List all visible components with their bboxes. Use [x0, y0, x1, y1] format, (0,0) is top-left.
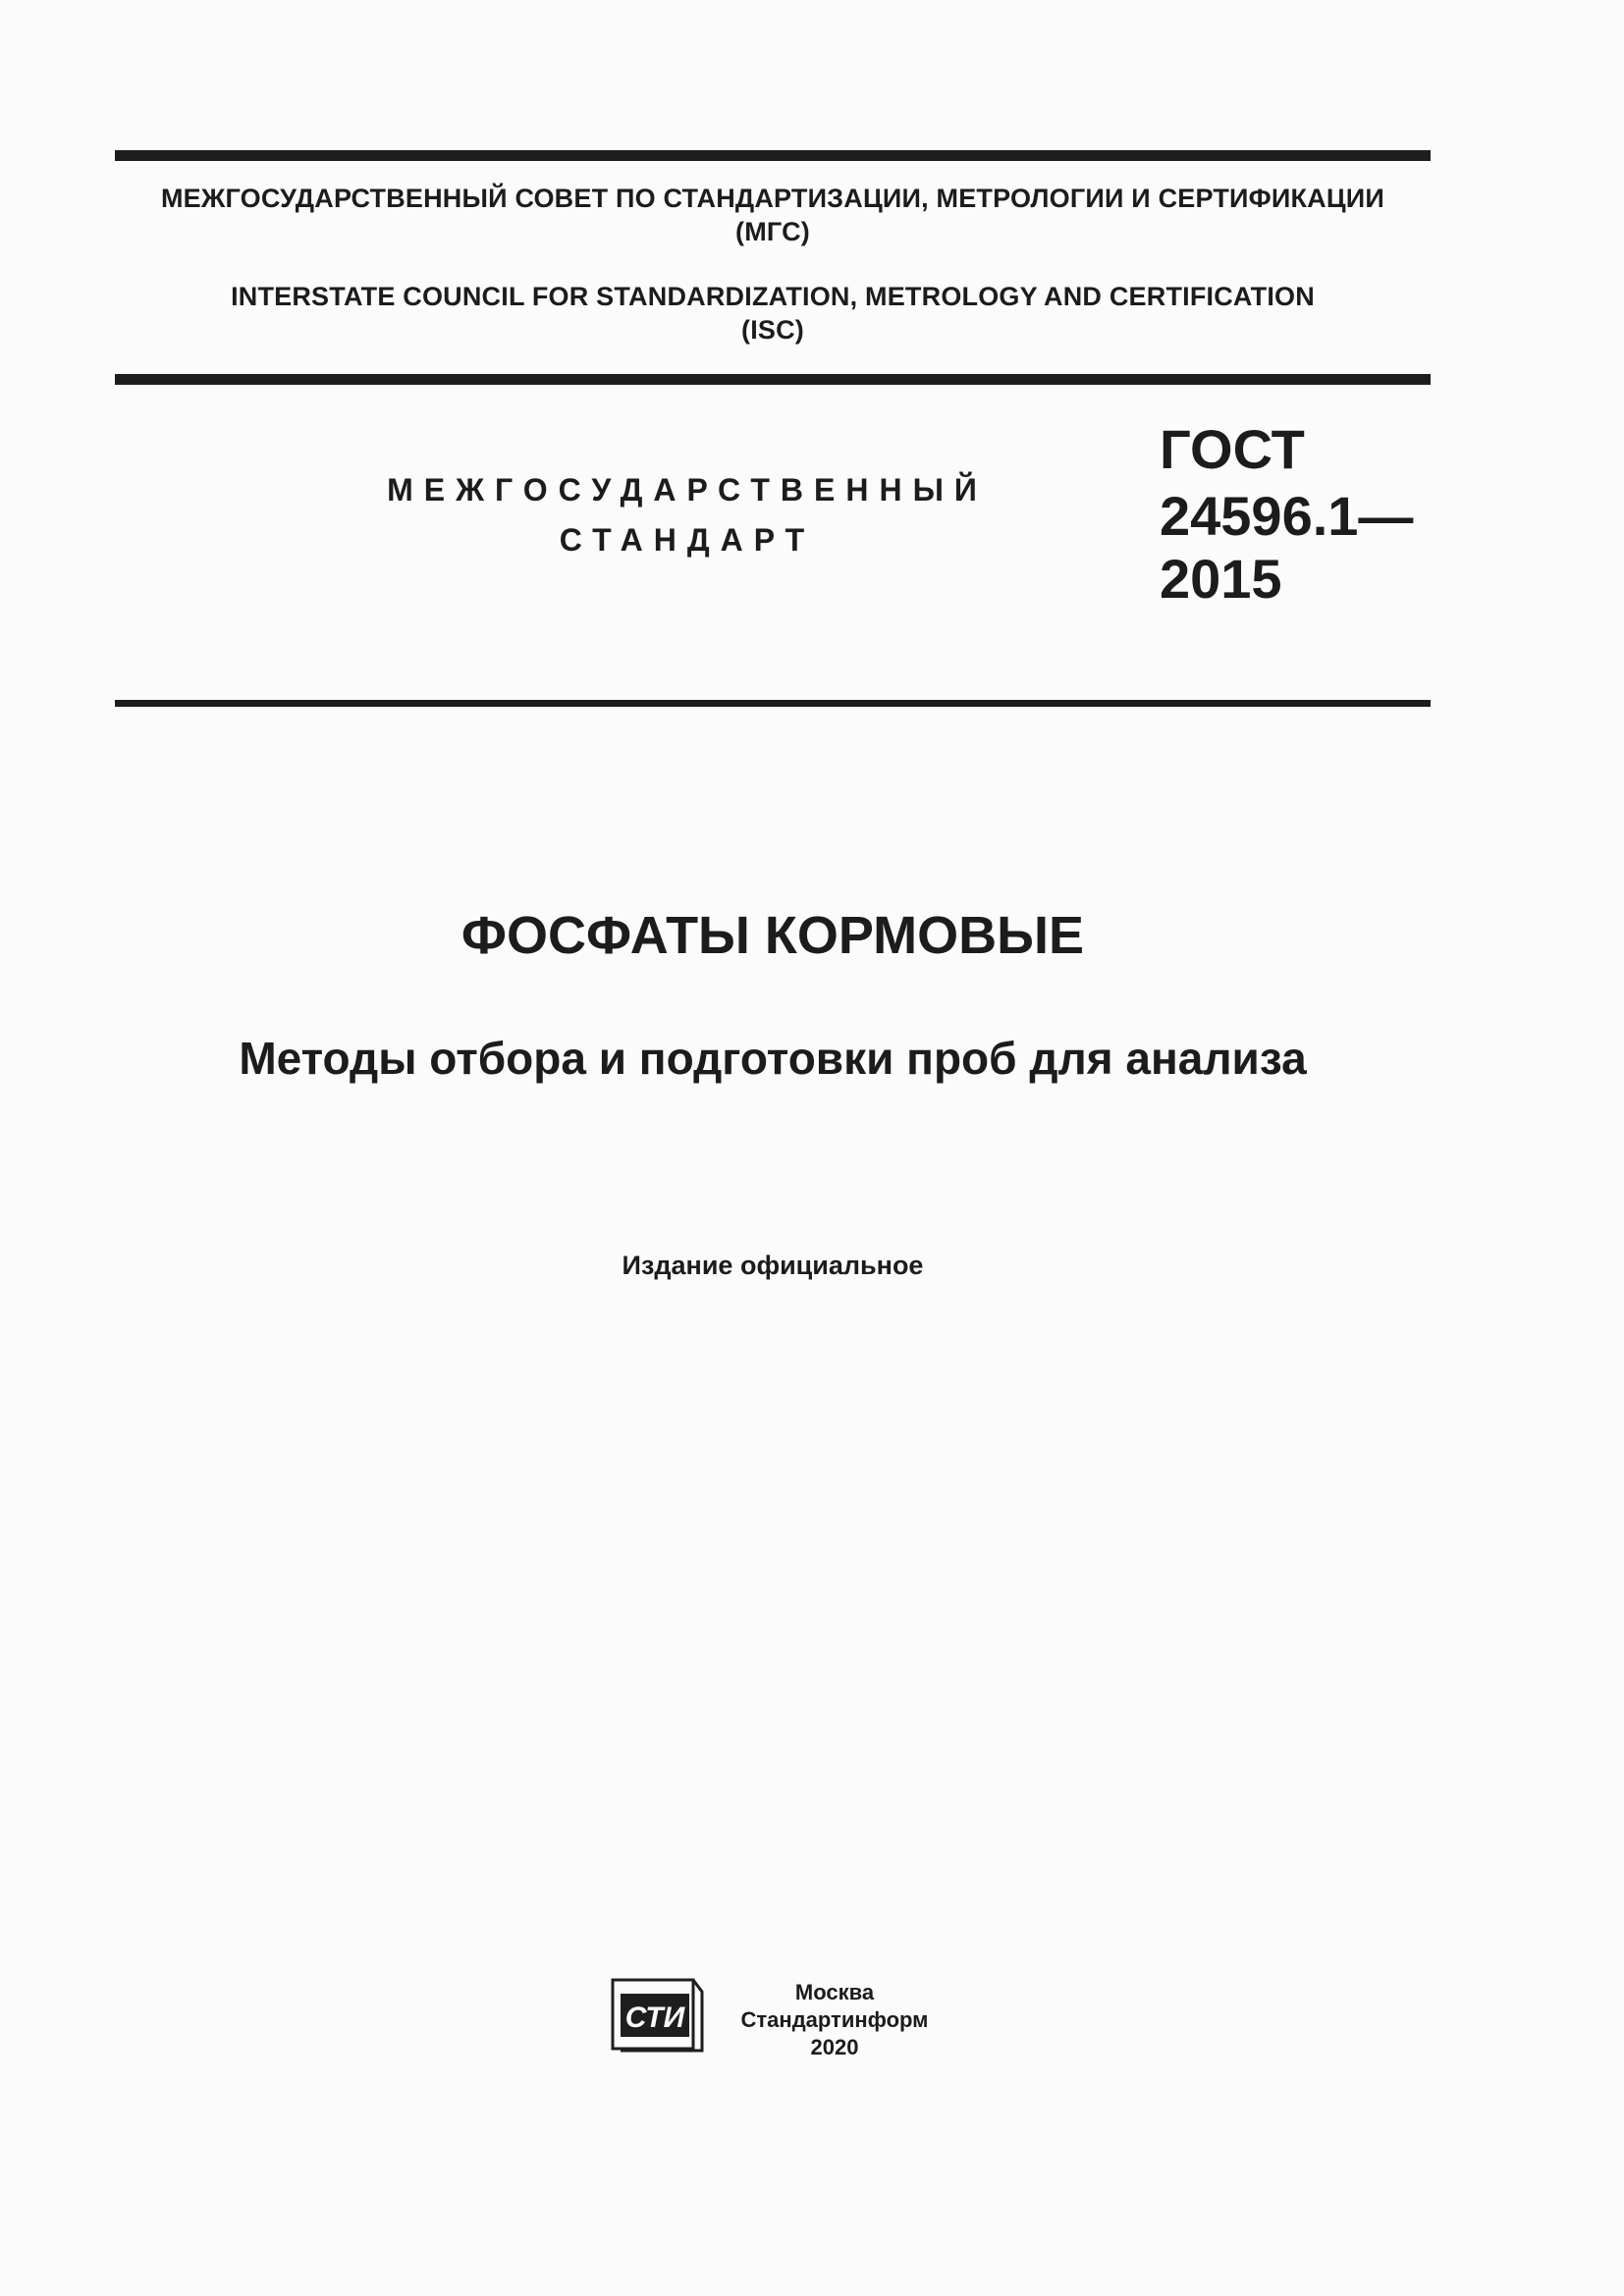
standartinform-logo-icon [611, 1978, 704, 2053]
standard-kind-line2: СТАНДАРТ [559, 522, 816, 558]
document-subtitle: Методы отбора и подготовки проб для анализа [239, 1033, 1307, 1084]
standard-kind-line1: МЕЖГОСУДАРСТВЕННЫЙ [387, 472, 988, 507]
publisher-city: Москва [794, 1980, 875, 2004]
publisher-name: Стандартинформ [740, 2007, 929, 2032]
gost-year: 2015 [1160, 548, 1282, 610]
council-name-en: INTERSTATE COUNCIL FOR STANDARDIZATION, METROLOGY AND CERTIFICATION [231, 282, 1315, 311]
council-abbr-en: (ISC) [741, 315, 804, 345]
bottom-rule [115, 700, 1431, 707]
logo-text: СТИ [624, 2002, 685, 2034]
gost-label: ГОСТ [1160, 418, 1305, 480]
council-name-ru: МЕЖГОСУДАРСТВЕННЫЙ СОВЕТ ПО СТАНДАРТИЗАЦИИ, МЕТРОЛОГИИ И СЕРТИФИКАЦИИ [160, 184, 1385, 213]
top-rule [115, 150, 1431, 161]
gost-number: 24596.1— [1160, 485, 1414, 547]
document-title: ФОСФАТЫ КОРМОВЫЕ [460, 906, 1085, 965]
publication-year: 2020 [810, 2035, 859, 2059]
council-abbr-ru: (МГС) [735, 217, 810, 246]
edition-note: Издание официальное [622, 1251, 924, 1280]
middle-rule [115, 374, 1431, 385]
